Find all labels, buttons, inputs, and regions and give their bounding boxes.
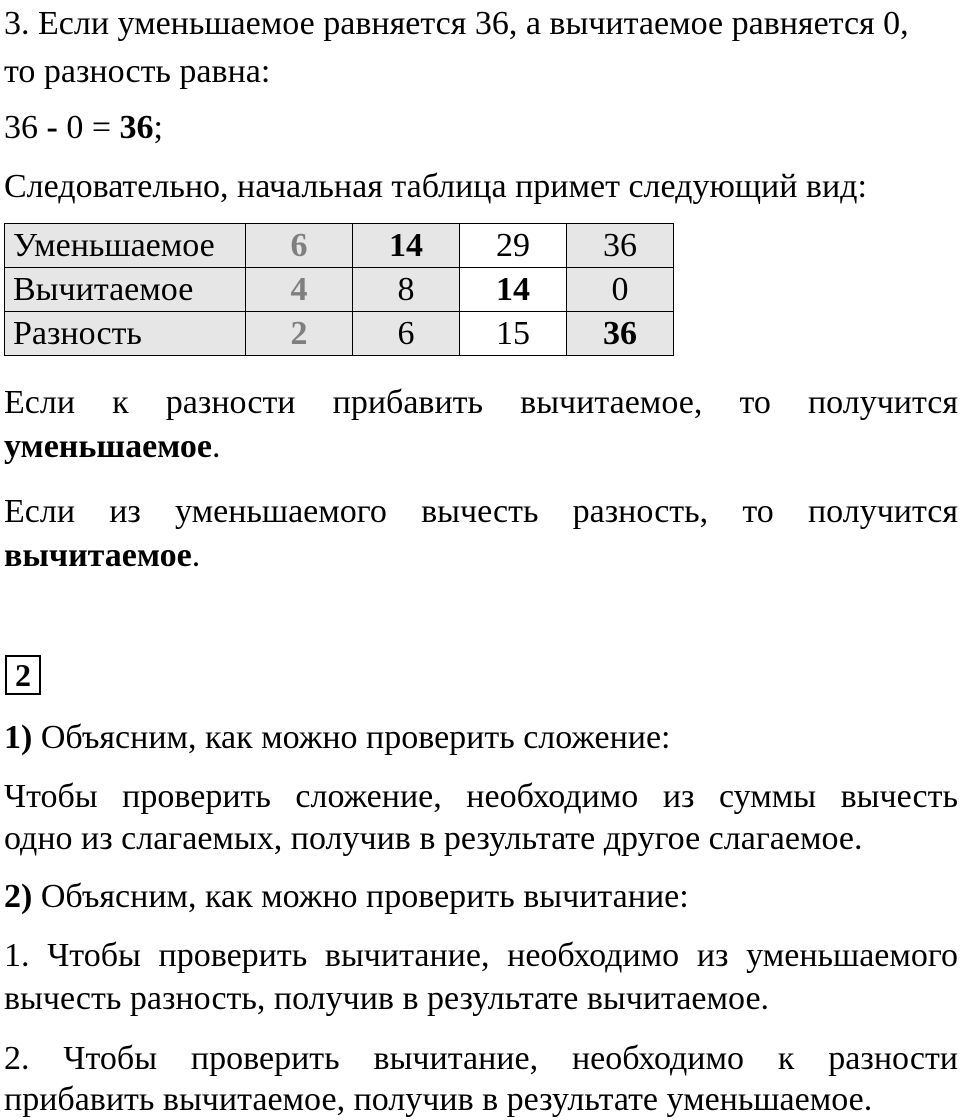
rule1-bold: уменьшаемое: [4, 428, 212, 465]
row-label: Разность: [5, 312, 246, 356]
rule1-end: .: [211, 428, 221, 465]
table-cell: 15: [460, 312, 567, 356]
equation-tail: ;: [153, 109, 163, 146]
equation: [4, 108, 958, 148]
answer-2-2-line-1: 2. Чтобы проверить вычитание, необходимо к разности: [4, 1040, 958, 1077]
table-cell: 2: [246, 312, 353, 356]
equation-left: 36: [4, 109, 47, 146]
table-cell: 36: [567, 312, 674, 356]
rule2-end: .: [191, 537, 201, 574]
table-row-minuend: [5, 224, 674, 268]
table-cell: 4: [246, 268, 353, 312]
answer-2-2-line-2: прибавить вычитаемое, получив в результате уменьшаемое.: [4, 1081, 873, 1118]
table-cell: 0: [567, 268, 674, 312]
question-1-number: 1): [4, 719, 33, 756]
equation-result: 36: [119, 109, 154, 146]
table-cell: 36: [567, 224, 674, 268]
task-number-box: 2: [5, 655, 41, 695]
table-cell: 14: [460, 268, 567, 312]
rule1-line-2: [4, 427, 958, 467]
intro-line-1: 3. Если уменьшаемое равняется 36, а вычитаемое равняется 0,: [4, 5, 909, 42]
row-label: Уменьшаемое: [5, 224, 246, 268]
question-2: [4, 877, 958, 917]
rule2-line-2: [4, 536, 958, 576]
table-row-difference: [5, 312, 674, 356]
intro-line-2: то разность равна:: [4, 53, 271, 90]
question-2-number: 2): [4, 878, 33, 915]
table-row-subtrahend: [5, 268, 674, 312]
table-cell: 6: [353, 312, 460, 356]
row-label: Вычитаемое: [5, 268, 246, 312]
values-table: [4, 223, 674, 356]
table-cell: 6: [246, 224, 353, 268]
conclusion-text: Следовательно, начальная таблица примет следующий вид:: [4, 168, 867, 205]
rule1-line-1: Если к разности прибавить вычитаемое, то получится: [4, 384, 958, 421]
table-cell: 14: [353, 224, 460, 268]
answer-2-1-line-1: 1. Чтобы проверить вычитание, необходимо из уменьшаемого: [4, 937, 958, 974]
question-1: [4, 718, 958, 758]
table-cell: 29: [460, 224, 567, 268]
rule2-line-1: Если из уменьшаемого вычесть разность, то получится: [4, 493, 958, 530]
answer-2-1-line-2: вычесть разность, получив в результате вычитаемое.: [4, 980, 770, 1017]
answer-1-line-1: Чтобы проверить сложение, необходимо из суммы вычесть: [4, 778, 958, 815]
equation-operator: -: [46, 109, 58, 146]
question-1-text: Объясним, как можно проверить сложение:: [32, 719, 671, 756]
question-2-text: Объясним, как можно проверить вычитание:: [32, 878, 689, 915]
answer-1-line-2: одно из слагаемых, получив в результате другое слагаемое.: [4, 820, 863, 857]
table-cell: 8: [353, 268, 460, 312]
rule2-bold: вычитаемое: [4, 537, 192, 574]
equation-mid: 0 =: [57, 109, 120, 146]
